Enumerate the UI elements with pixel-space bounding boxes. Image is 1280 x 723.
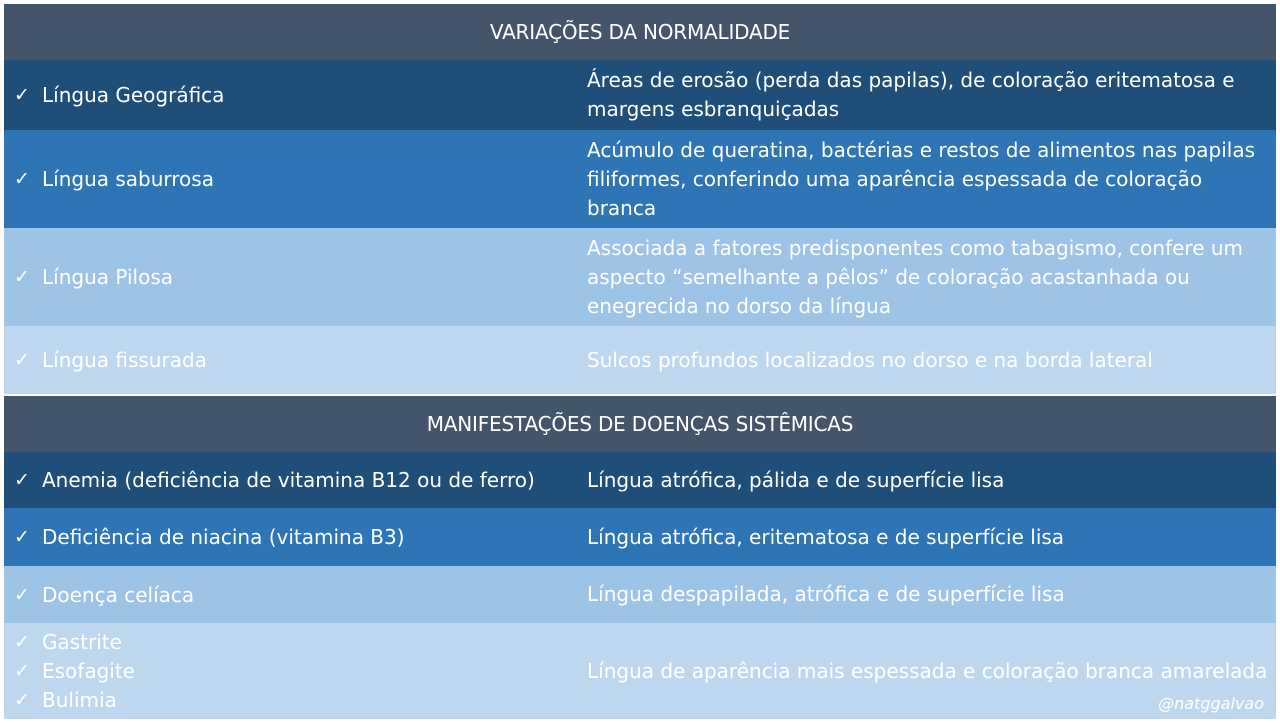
table-row: [4, 326, 1276, 394]
check-icon: ✓: [14, 266, 30, 288]
row-description: Associada a fatores predisponentes como tabagismo, confere um aspecto “semelhante a pêlos” de coloração acastanhada ou enegrecida no dorso da língua: [587, 235, 1244, 318]
author-watermark: @natggalvao: [1158, 694, 1264, 713]
check-icon: ✓: [14, 659, 30, 682]
check-icon: ✓: [14, 469, 30, 491]
check-icon: ✓: [14, 688, 30, 711]
row-label: Anemia (deficiência de vitamina B12 ou de ferro): [42, 468, 535, 492]
row-label: Deficiência de niacina (vitamina B3): [42, 525, 405, 549]
row-label: Língua Pilosa: [42, 265, 174, 289]
table-row: [4, 452, 1276, 508]
row-description: Áreas de erosão (perda das papilas), de coloração eritematosa e margens esbranquiçadas: [587, 68, 1235, 121]
check-icon: ✓: [14, 349, 30, 371]
row-label-cell: [14, 130, 214, 228]
row-label-cell: [14, 228, 173, 326]
row-label: Bulimia: [42, 687, 117, 712]
row-label: Gastrite: [42, 629, 122, 654]
row-label-cell: [14, 60, 224, 130]
row-label: Língua fissurada: [42, 348, 207, 372]
row-description: Língua despapilada, atrófica e de superfície lisa: [587, 582, 1065, 606]
row-label: Esofagite: [42, 658, 135, 683]
row-description: Acúmulo de queratina, bactérias e restos de alimentos nas papilas filiformes, conferindo uma aparência espessada de coloração branca: [587, 137, 1255, 220]
row-label-cell: [14, 623, 135, 719]
row-label-cell: [14, 508, 405, 566]
row-label: Língua Geográfica: [42, 83, 225, 107]
table-row: [4, 228, 1276, 326]
row-label: Doença celíaca: [42, 582, 195, 607]
check-icon: ✓: [14, 526, 30, 548]
section-header-normality: [4, 4, 1276, 60]
row-label-cell: [14, 566, 194, 623]
check-icon: ✓: [14, 583, 30, 606]
table-row: [4, 508, 1276, 566]
check-icon: ✓: [14, 630, 30, 653]
table-row: [4, 566, 1276, 623]
info-table: [4, 4, 1276, 719]
check-icon: ✓: [14, 84, 30, 106]
row-label-cell: [14, 452, 535, 508]
row-description: Língua atrófica, eritematosa e de superfície lisa: [587, 524, 1065, 549]
section-title: VARIAÇÕES DA NORMALIDADE: [489, 20, 791, 44]
row-description: Língua de aparência mais espessada e coloração branca amarelada: [587, 658, 1268, 683]
check-icon: ✓: [14, 168, 30, 190]
section-header-systemic: [4, 396, 1276, 452]
row-label: Língua saburrosa: [42, 167, 214, 191]
row-label-cell: [14, 326, 207, 394]
table-row: [4, 623, 1276, 719]
row-description: Sulcos profundos localizados no dorso e na borda lateral: [587, 347, 1153, 372]
section-title: MANIFESTAÇÕES DE DOENÇAS SISTÊMICAS: [426, 412, 854, 436]
table-row: [4, 130, 1276, 228]
row-description: Língua atrófica, pálida e de superfície lisa: [587, 467, 1005, 492]
table-row: [4, 60, 1276, 130]
